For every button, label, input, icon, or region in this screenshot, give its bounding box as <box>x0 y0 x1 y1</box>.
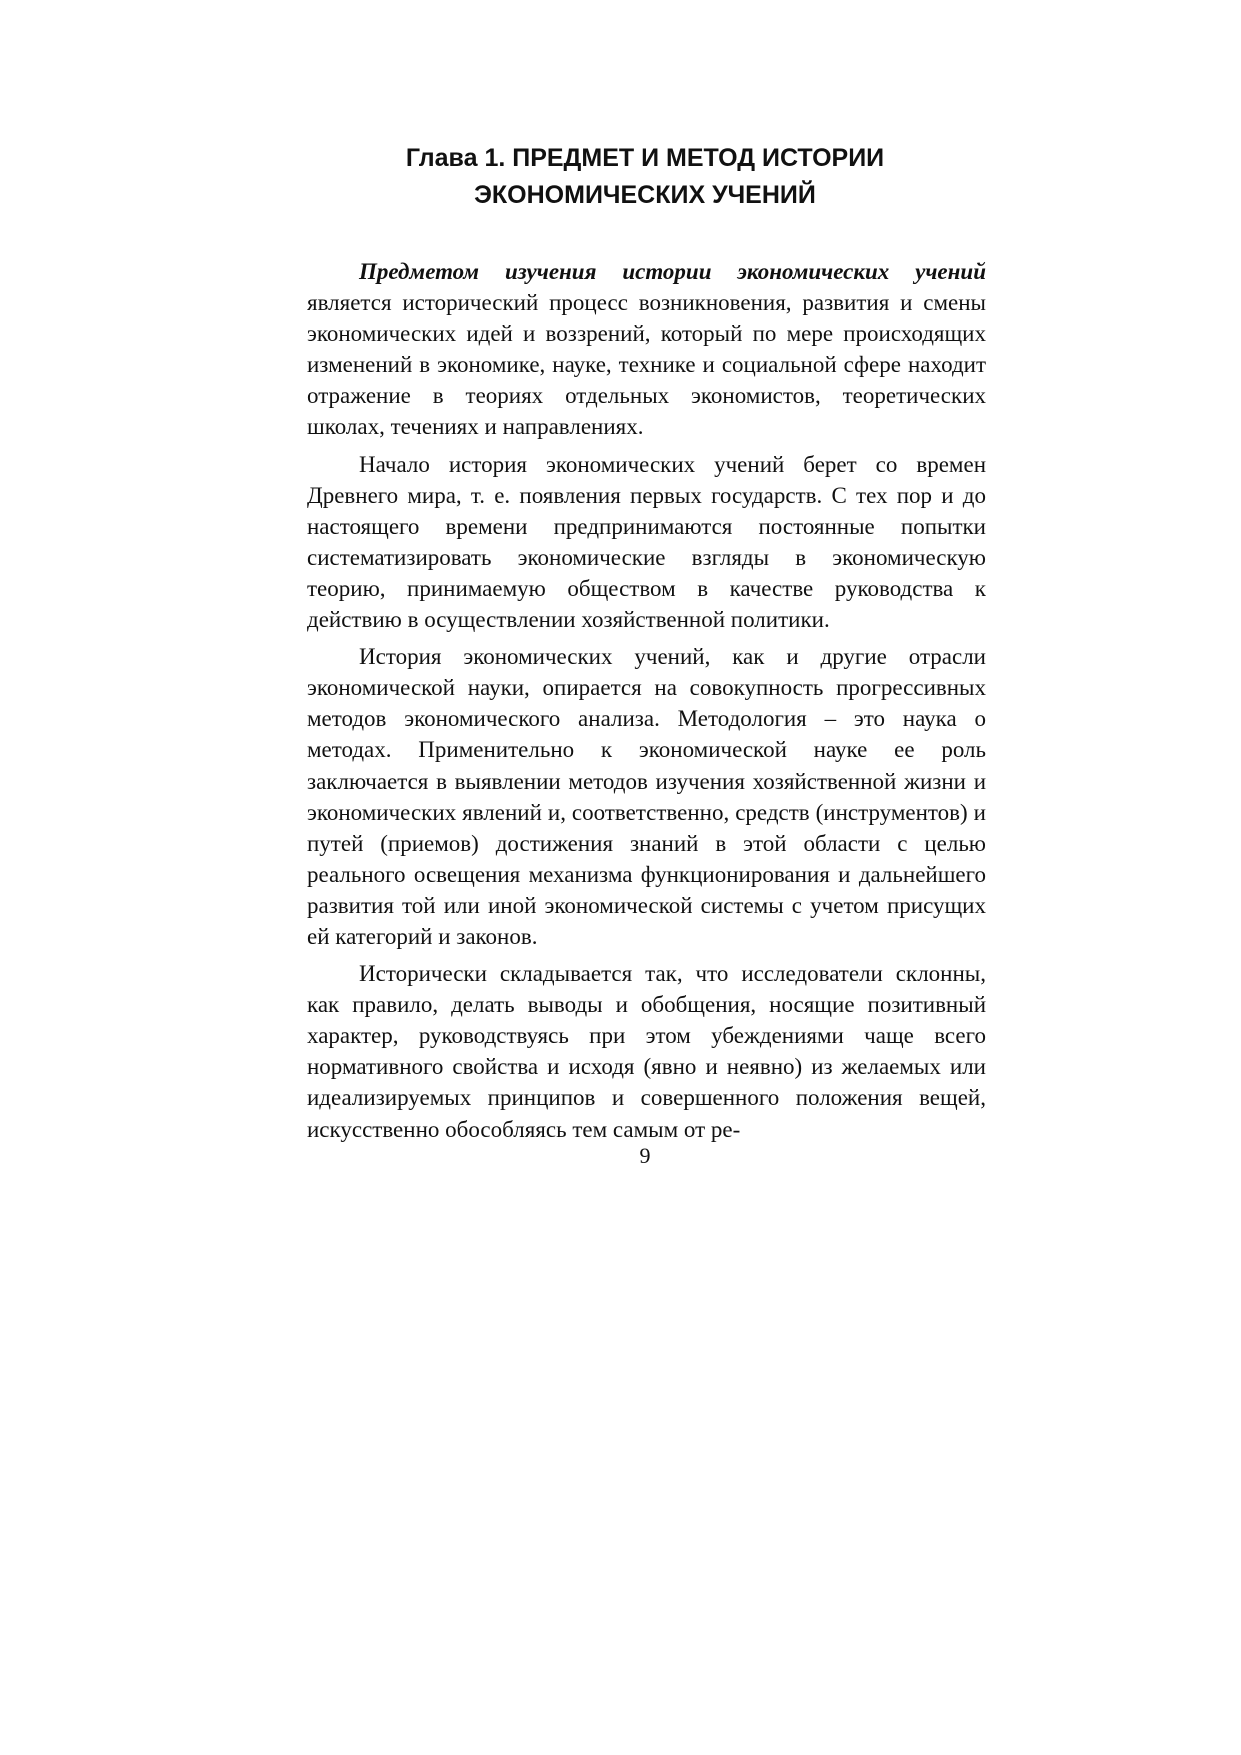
paragraph-1-text: является исторический процесс возникновения, развития и смены экономических идей и воззрений, который по мере происходящих изменений в экономике, науке, технике и социальной сфере находит отражение в теориях отдельных экономистов, теоретических школах, течениях и направлениях. <box>307 290 986 440</box>
chapter-title <box>300 140 990 214</box>
paragraph-4: Исторически складывается так, что исследователи склонны, как правило, делать выводы и обобщения, носящие позитивный характер, руководствуясь при этом убеждениями чаще всего нормативного свойства и исходя (явно и неявно) из желаемых или идеализируемых принципов и совершенного положения вещей, искусственно обособляясь тем самым от ре- <box>307 961 986 1142</box>
page-number: 9 <box>639 1143 651 1168</box>
paragraph-1-lead: Предметом изучения истории экономических учений <box>359 259 986 284</box>
body-text <box>307 256 986 1151</box>
paragraph-1 <box>307 256 986 443</box>
chapter-title-line-2: ЭКОНОМИЧЕСКИХ УЧЕНИЙ <box>474 181 816 209</box>
paragraph-3: История экономических учений, как и другие отрасли экономической науки, опирается на совокупность прогрессивных методов экономического анализа. Методология – это наука о методах. Применительно к экономической науке ее роль заключается в выявлении методов изучения хозяйственной жизни и экономических явлений и, соответственно, средств (инструментов) и путей (приемов) достижения знаний в этой области с целью реального освещения механизма функционирования и дальнейшего развития той или иной экономической системы с учетом присущих ей категорий и законов. <box>307 644 986 949</box>
chapter-title-line-1: Глава 1. ПРЕДМЕТ И МЕТОД ИСТОРИИ <box>405 144 885 172</box>
paragraph-2: Начало история экономических учений берет со времен Древнего мира, т. е. появления первых государств. С тех пор и до настоящего времени предпринимаются постоянные попытки систематизировать экономические взгляды в экономическую теорию, принимаемую обществом в качестве руководства к действию в осуществлении хозяйственной политики. <box>307 451 986 633</box>
